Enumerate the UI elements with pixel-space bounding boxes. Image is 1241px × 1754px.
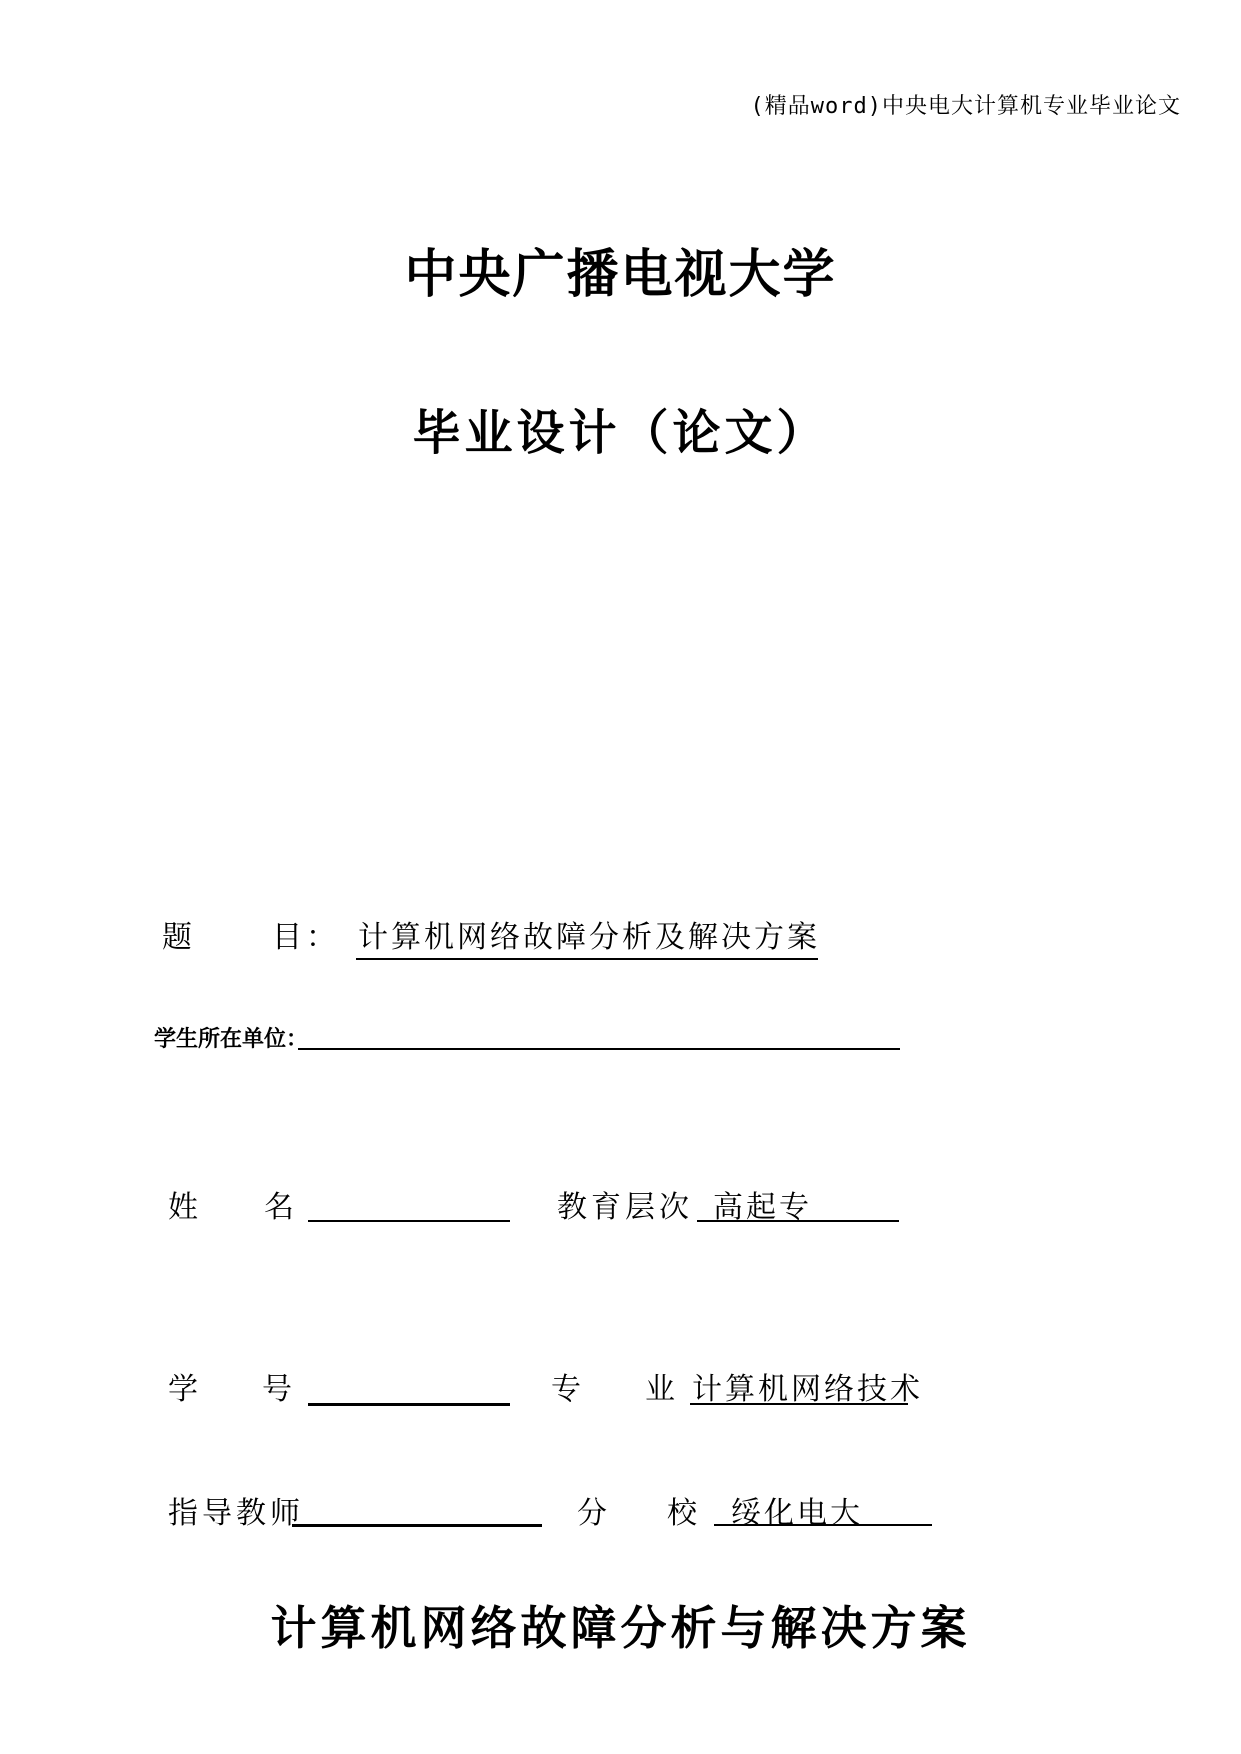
- name-underline: [308, 1220, 510, 1222]
- topic-label-part1: 题: [162, 920, 196, 955]
- student-id-label-part2: 号: [262, 1372, 296, 1407]
- branch-underline: [714, 1524, 932, 1526]
- student-id-underline: [308, 1403, 510, 1406]
- branch-label-part2: 校: [667, 1496, 701, 1531]
- major-value: 计算机网络技术: [692, 1372, 923, 1407]
- level-label: 教育层次: [557, 1190, 693, 1225]
- major-label-part2: 业: [645, 1372, 679, 1407]
- name-label-part2: 名: [264, 1190, 298, 1225]
- branch-label-part1: 分: [577, 1496, 611, 1531]
- university-title: 中央广播电视大学: [404, 244, 837, 305]
- document-type-title: 毕业设计（论文）: [412, 405, 829, 461]
- unit-underline: [298, 1048, 900, 1050]
- level-value: 高起专: [713, 1190, 812, 1225]
- topic-label-part2: 目：: [272, 920, 340, 955]
- student-id-label-part1: 学: [168, 1372, 202, 1407]
- advisor-label: 指导教师: [168, 1496, 304, 1531]
- topic-underline: [356, 958, 818, 960]
- topic-value: 计算机网络故障分析及解决方案: [358, 920, 820, 955]
- name-label-part1: 姓: [168, 1190, 202, 1225]
- major-label-part1: 专: [551, 1372, 585, 1407]
- major-underline: [690, 1403, 908, 1405]
- running-header: (精品word)中央电大计算机专业毕业论文: [750, 94, 1181, 119]
- branch-value: 绥化电大: [731, 1496, 863, 1531]
- advisor-underline: [292, 1524, 542, 1527]
- unit-label: 学生所在单位：: [154, 1027, 309, 1052]
- level-underline: [697, 1220, 899, 1222]
- thesis-heading: 计算机网络故障分析与解决方案: [270, 1601, 971, 1655]
